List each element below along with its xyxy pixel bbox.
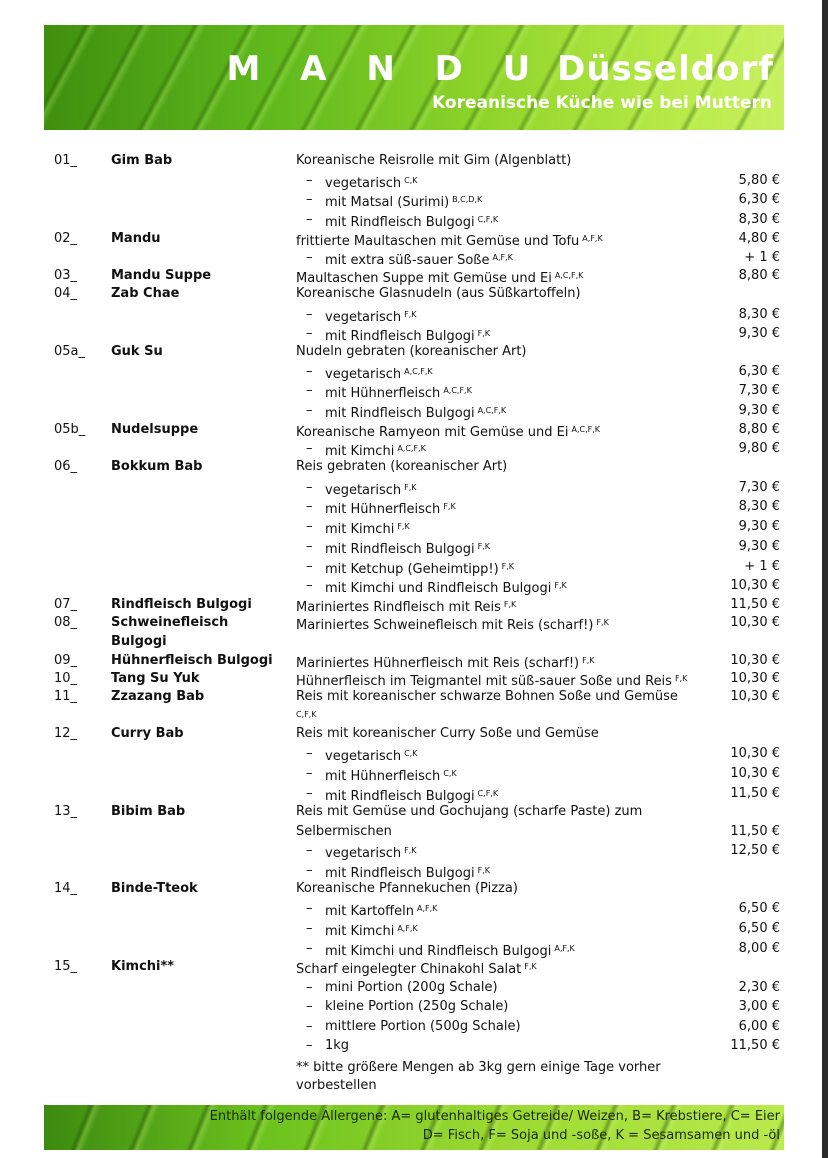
item-price: 10,30 € — [730, 746, 780, 761]
description-text: vorbestellen — [296, 1078, 377, 1093]
dash-bullet: – — [306, 1019, 313, 1034]
allergen-codes: F,K — [596, 618, 609, 627]
menu-row — [0, 687, 822, 706]
menu-row — [0, 879, 822, 898]
item-name: Mandu Suppe — [111, 268, 212, 283]
allergen-codes: A,C,F,K — [477, 406, 507, 415]
menu-row — [0, 190, 822, 209]
item-price: 11,50 € — [730, 1038, 780, 1053]
item-description — [296, 802, 642, 821]
dash-bullet: – — [306, 364, 313, 379]
description-text: ** bitte größere Mengen ab 3kg gern einige Tage vorher — [296, 1060, 661, 1075]
menu-row — [0, 305, 822, 324]
item-price: 10,30 € — [730, 689, 780, 704]
description-text: kleine Portion (250g Schale) — [325, 999, 509, 1014]
item-price: 8,00 € — [738, 941, 780, 956]
dash-bullet: – — [306, 539, 313, 554]
item-price: 7,30 € — [738, 383, 780, 398]
item-description — [296, 342, 526, 361]
description-text: Reis gebraten (koreanischer Art) — [296, 459, 508, 474]
menu-row — [0, 632, 822, 651]
menu-row — [0, 997, 822, 1016]
item-description — [296, 1058, 661, 1077]
dash-bullet: – — [306, 326, 313, 341]
item-description — [325, 764, 457, 786]
menu-row — [0, 248, 822, 267]
item-description — [296, 724, 599, 743]
item-price: 6,50 € — [738, 921, 780, 936]
description-text: Reis mit Gemüse und Gochujang (scharfe Paste) zum — [296, 804, 643, 819]
description-text: Mariniertes Rindfleisch mit Reis — [296, 600, 501, 615]
dash-bullet: – — [306, 192, 313, 207]
item-number: 07_ — [54, 597, 78, 612]
item-description — [325, 497, 456, 519]
dash-bullet: – — [306, 559, 313, 574]
dash-bullet: – — [306, 766, 313, 781]
item-price: 6,50 € — [738, 901, 780, 916]
menu-row — [0, 342, 822, 361]
item-price: 9,30 € — [738, 403, 780, 418]
dash-bullet: – — [306, 173, 313, 188]
item-name: Zab Chae — [111, 286, 180, 301]
item-name: Mandu — [111, 231, 161, 246]
description-text: mit Kimchi — [325, 924, 395, 939]
menu-row — [0, 284, 822, 303]
item-number: 06_ — [54, 459, 78, 474]
description-text: mit Kimchi und Rindfleisch Bulgogi — [325, 581, 552, 596]
description-text: mit Rindfleisch Bulgogi — [325, 406, 475, 421]
item-description — [325, 978, 498, 997]
menu-row — [0, 784, 822, 803]
dash-bullet: – — [306, 250, 313, 265]
item-price: 10,30 € — [730, 766, 780, 781]
menu-row — [0, 613, 822, 632]
item-price: 6,30 € — [738, 364, 780, 379]
item-number: 09_ — [54, 653, 78, 668]
description-text: mit Rindfleisch Bulgogi — [325, 542, 475, 557]
allergen-codes: C,F,K — [477, 789, 499, 798]
menu-row — [0, 229, 822, 248]
brand-name: M A N D U — [226, 49, 545, 89]
allergen-codes: A,C,F,K — [397, 444, 426, 453]
menu-row — [0, 651, 822, 670]
item-description — [296, 822, 392, 841]
allergen-codes: F,K — [503, 600, 517, 609]
menu-row — [0, 822, 822, 841]
dash-bullet: – — [306, 863, 313, 878]
item-description — [325, 1036, 349, 1055]
allergen-codes: F,K — [524, 962, 537, 971]
item-price: 10,30 € — [730, 578, 780, 593]
menu-row — [0, 324, 822, 343]
item-number: 03_ — [54, 268, 78, 283]
menu-row — [0, 705, 822, 724]
description-text: mit Kimchi und Rindfleisch Bulgogi — [325, 944, 552, 959]
item-description — [325, 1017, 521, 1036]
item-price: 6,30 € — [738, 192, 780, 207]
menu-row — [0, 861, 822, 880]
item-price: 3,00 € — [738, 999, 780, 1014]
item-price: 5,80 € — [738, 173, 780, 188]
header-banner — [44, 25, 784, 130]
menu-row — [0, 802, 822, 821]
item-price: 12,50 € — [730, 843, 780, 858]
allergen-codes: F,K — [501, 562, 515, 571]
item-price: 8,80 € — [738, 268, 780, 283]
allergen-codes: C,K — [404, 176, 418, 185]
allergen-codes: C,K — [443, 769, 457, 778]
menu-row — [0, 557, 822, 576]
dash-bullet: – — [306, 901, 313, 916]
city-name: Düsseldorf — [557, 49, 774, 89]
item-description — [296, 457, 507, 476]
item-number: 04_ — [54, 286, 78, 301]
item-price: 9,30 € — [738, 519, 780, 534]
menu-row — [0, 1076, 822, 1095]
item-name: Guk Su — [111, 344, 163, 359]
item-description — [325, 190, 482, 212]
item-number: 15_ — [54, 959, 78, 974]
item-name: Bulgogi — [111, 634, 167, 649]
dash-bullet: – — [306, 212, 313, 227]
item-description — [325, 744, 418, 766]
menu-row — [0, 899, 822, 918]
allergen-footer — [44, 1105, 784, 1150]
description-text: vegetarisch — [325, 367, 402, 382]
item-price: + 1 € — [744, 250, 780, 265]
item-price: 2,30 € — [738, 980, 780, 995]
restaurant-title — [227, 49, 775, 89]
allergen-codes: A,C,F,K — [554, 271, 584, 280]
description-text: Reis mit koreanischer Curry Soße und Gemüse — [296, 726, 599, 741]
menu-row — [0, 841, 822, 860]
dash-bullet: – — [306, 519, 313, 534]
item-name: Binde-Tteok — [111, 881, 198, 896]
dash-bullet: – — [306, 921, 313, 936]
description-text: mit Rindfleisch Bulgogi — [325, 329, 475, 344]
item-description — [296, 284, 581, 303]
item-price: 8,30 € — [738, 499, 780, 514]
item-price: 10,30 € — [730, 615, 780, 630]
dash-bullet: – — [306, 999, 313, 1014]
allergen-codes: F,K — [477, 866, 490, 875]
description-text: Nudeln gebraten (koreanischer Art) — [296, 344, 527, 359]
allergen-codes: B,C,D,K — [452, 195, 483, 204]
item-price: 10,30 € — [730, 653, 780, 668]
menu-row — [0, 497, 822, 516]
item-description — [296, 957, 537, 979]
item-number: 01_ — [54, 153, 78, 168]
description-text: mit Rindfleisch Bulgogi — [325, 866, 475, 881]
menu-row — [0, 595, 822, 614]
dash-bullet: – — [306, 843, 313, 858]
description-text: mit Hühnerfleisch — [325, 769, 441, 784]
allergen-codes: C,F,K — [477, 215, 499, 224]
item-name: Bokkum Bab — [111, 459, 203, 474]
allergen-codes: A,C,F,K — [571, 425, 601, 434]
restaurant-subtitle: Koreanische Küche wie bei Muttern — [432, 93, 772, 113]
allergen-codes: A,F,K — [554, 944, 575, 953]
allergen-codes: F,K — [582, 656, 595, 665]
menu-row — [0, 401, 822, 420]
menu-row — [0, 362, 822, 381]
description-text: mittlere Portion (500g Schale) — [325, 1019, 521, 1034]
allergen-codes: A,F,K — [416, 904, 438, 913]
allergen-line-1: Enthält folgende Allergene: A= glutenhaltiges Getreide/ Weizen, B= Krebstiere, C= Eier — [209, 1109, 780, 1124]
dash-bullet: – — [306, 1038, 313, 1053]
dash-bullet: – — [306, 403, 313, 418]
allergen-line-2: D= Fisch, F= Soja und -soße, K = Sesamsamen und -öl — [422, 1128, 780, 1143]
menu-row — [0, 151, 822, 170]
menu-row — [0, 669, 822, 688]
description-text: Mariniertes Hühnerfleisch mit Reis (scharf!) — [296, 656, 580, 671]
description-text: vegetarisch — [325, 176, 402, 191]
allergen-codes: F,K — [554, 581, 567, 590]
dash-bullet: – — [306, 746, 313, 761]
item-price: 8,30 € — [738, 307, 780, 322]
item-description — [296, 879, 518, 898]
description-text: mit Rindfleisch Bulgogi — [325, 789, 475, 804]
item-name: Bibim Bab — [111, 804, 186, 819]
description-text: Mariniertes Schweinefleisch mit Reis (scharf!) — [296, 618, 594, 633]
description-text: Koreanische Ramyeon mit Gemüse und Ei — [296, 425, 569, 440]
item-price: 8,80 € — [738, 422, 780, 437]
menu-row — [0, 171, 822, 190]
description-text: Hühnerfleisch im Teigmantel mit süß-sauer Soße und Reis — [296, 674, 672, 689]
item-number: 13_ — [54, 804, 78, 819]
description-text: Reis mit koreanischer schwarze Bohnen Soße und Gemüse — [296, 689, 678, 704]
item-description — [325, 919, 418, 941]
allergen-codes: F,K — [477, 542, 490, 551]
dash-bullet: – — [306, 441, 313, 456]
menu-row — [0, 744, 822, 763]
item-number: 05b_ — [54, 422, 86, 437]
description-text: mit Hühnerfleisch — [325, 386, 441, 401]
description-text: frittierte Maultaschen mit Gemüse und Tofu — [296, 234, 580, 249]
description-text: mit extra süß-sauer Soße — [325, 253, 490, 268]
description-text: mit Ketchup (Geheimtipp!) — [325, 562, 499, 577]
description-text: Koreanische Glasnudeln (aus Süßkartoffeln) — [296, 286, 581, 301]
item-price: 11,50 € — [730, 824, 780, 839]
dash-bullet: – — [306, 499, 313, 514]
menu-row — [0, 439, 822, 458]
allergen-codes: A,F,K — [492, 253, 513, 262]
item-price: 9,80 € — [738, 441, 780, 456]
description-text: mit Kimchi — [325, 522, 395, 537]
menu-row — [0, 478, 822, 497]
allergen-codes: A,F,K — [582, 234, 603, 243]
description-text: 1kg — [325, 1038, 350, 1053]
item-price: 4,80 € — [738, 231, 780, 246]
item-number: 10_ — [54, 671, 78, 686]
menu-row — [0, 939, 822, 958]
description-text: mit Rindfleisch Bulgogi — [325, 215, 475, 230]
item-description — [296, 151, 571, 170]
menu-row — [0, 266, 822, 285]
item-description — [325, 841, 417, 863]
item-name: Hühnerfleisch Bulgogi — [111, 653, 273, 668]
description-text: Koreanische Pfannekuchen (Pizza) — [296, 881, 518, 896]
allergen-codes: F,K — [404, 310, 417, 319]
item-price: + 1 € — [744, 559, 780, 574]
item-name: Rindfleisch Bulgogi — [111, 597, 252, 612]
item-name: Curry Bab — [111, 726, 184, 741]
menu-row — [0, 537, 822, 556]
menu-row — [0, 1058, 822, 1077]
menu-row — [0, 957, 822, 976]
allergen-codes: F,K — [404, 846, 417, 855]
item-name: Tang Su Yuk — [111, 671, 200, 686]
allergen-codes: A,C,F,K — [404, 367, 433, 376]
menu-row — [0, 517, 822, 536]
item-price: 11,50 € — [730, 786, 780, 801]
dash-bullet: – — [306, 307, 313, 322]
item-description — [325, 517, 410, 539]
menu-row — [0, 764, 822, 783]
item-price: 9,30 € — [738, 539, 780, 554]
description-text: mini Portion (200g Schale) — [325, 980, 498, 995]
description-text: Maultaschen Suppe mit Gemüse und Ei — [296, 271, 552, 286]
dash-bullet: – — [306, 578, 313, 593]
allergen-codes: F,K — [674, 674, 688, 683]
allergen-codes: F,K — [443, 502, 456, 511]
description-text: mit Hühnerfleisch — [325, 502, 441, 517]
menu-row — [0, 420, 822, 439]
item-price: 7,30 € — [738, 480, 780, 495]
allergen-codes: A,F,K — [397, 924, 418, 933]
item-name: Zzazang Bab — [111, 689, 205, 704]
description-text: Selbermischen — [296, 824, 392, 839]
item-description — [296, 1076, 377, 1095]
item-description — [325, 899, 437, 921]
item-name: Nudelsuppe — [111, 422, 199, 437]
dash-bullet: – — [306, 941, 313, 956]
item-number: 12_ — [54, 726, 78, 741]
item-number: 05a_ — [54, 344, 86, 359]
menu-row — [0, 457, 822, 476]
description-text: vegetarisch — [325, 310, 402, 325]
item-description — [325, 381, 472, 403]
item-name: Gim Bab — [111, 153, 173, 168]
item-number: 08_ — [54, 615, 78, 630]
menu-row — [0, 381, 822, 400]
item-description — [325, 537, 490, 559]
menu-row — [0, 1036, 822, 1055]
allergen-codes: C,K — [404, 749, 418, 758]
item-price: 9,30 € — [738, 326, 780, 341]
item-number: 02_ — [54, 231, 78, 246]
menu-row — [0, 919, 822, 938]
allergen-codes: A,C,F,K — [443, 386, 472, 395]
menu-row — [0, 576, 822, 595]
item-number: 14_ — [54, 881, 78, 896]
description-text: mit Kimchi — [325, 444, 395, 459]
item-price: 11,50 € — [730, 597, 780, 612]
item-description — [296, 687, 678, 706]
item-price: 10,30 € — [730, 671, 780, 686]
description-text: vegetarisch — [325, 749, 402, 764]
description-text: Scharf eingelegter Chinakohl Salat — [296, 962, 522, 977]
item-number: 11_ — [54, 689, 78, 704]
description-text: vegetarisch — [325, 483, 402, 498]
description-text: Koreanische Reisrolle mit Gim (Algenblatt) — [296, 153, 572, 168]
allergen-codes: F,K — [404, 483, 417, 492]
item-price: 6,00 € — [738, 1019, 780, 1034]
item-price: 8,30 € — [738, 212, 780, 227]
dash-bullet: – — [306, 786, 313, 801]
dash-bullet: – — [306, 480, 313, 495]
item-description — [325, 997, 508, 1016]
menu-row — [0, 1017, 822, 1036]
description-text: mit Kartoffeln — [325, 904, 414, 919]
allergen-codes: C,F,K — [296, 710, 317, 719]
menu-row — [0, 978, 822, 997]
dash-bullet: – — [306, 383, 313, 398]
menu-row — [0, 724, 822, 743]
allergen-codes: F,K — [397, 522, 410, 531]
description-text: vegetarisch — [325, 846, 402, 861]
item-name: Kimchi** — [111, 959, 175, 974]
item-name: Schweinefleisch — [111, 615, 229, 630]
description-text: mit Matsal (Surimi) — [325, 195, 450, 210]
allergen-codes: F,K — [477, 329, 490, 338]
dash-bullet: – — [306, 980, 313, 995]
menu-row — [0, 210, 822, 229]
